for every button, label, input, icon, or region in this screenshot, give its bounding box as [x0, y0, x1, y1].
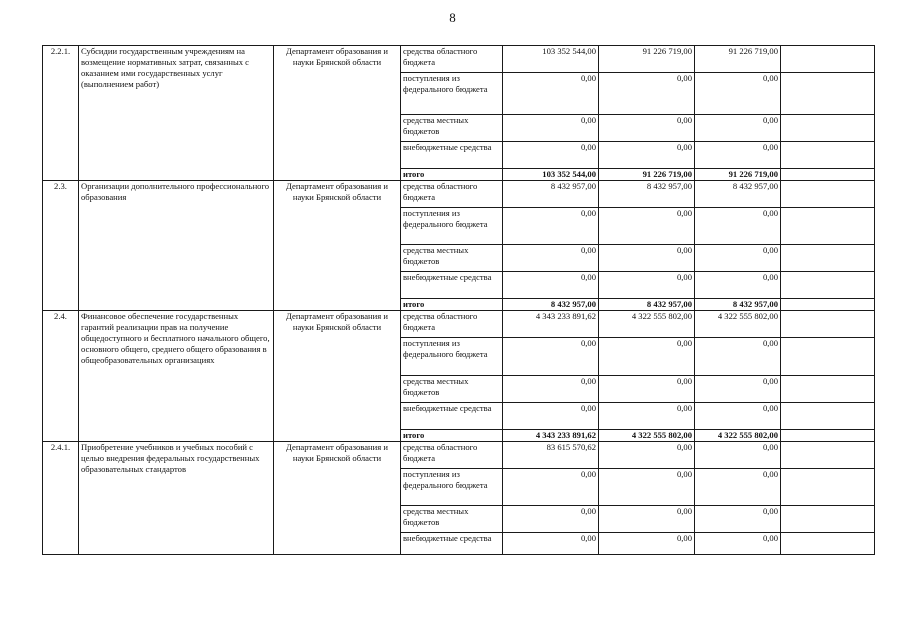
- item-name: Организации дополнительного профессионального образования: [79, 181, 274, 311]
- amount-cell: 0,00: [503, 245, 599, 272]
- empty-cell: [781, 73, 875, 115]
- amount-cell: 0,00: [503, 208, 599, 245]
- amount-cell: 0,00: [599, 338, 695, 376]
- table-row: [43, 46, 875, 73]
- amount-cell: 103 352 544,00: [503, 46, 599, 73]
- amount-cell: 91 226 719,00: [599, 46, 695, 73]
- amount-cell: 0,00: [599, 506, 695, 533]
- empty-cell: [781, 403, 875, 430]
- empty-cell: [781, 311, 875, 338]
- funding-source: средства местных бюджетов: [401, 115, 503, 142]
- funding-source: поступления из федерального бюджета: [401, 469, 503, 506]
- funding-source: поступления из федерального бюджета: [401, 208, 503, 245]
- amount-cell: 0,00: [599, 115, 695, 142]
- item-number: 2.2.1.: [43, 46, 79, 181]
- amount-cell: 8 432 957,00: [599, 181, 695, 208]
- amount-cell: 0,00: [695, 73, 781, 115]
- funding-source: средства областного бюджета: [401, 311, 503, 338]
- amount-cell: 8 432 957,00: [503, 299, 599, 311]
- amount-cell: 0,00: [503, 376, 599, 403]
- amount-cell: 0,00: [695, 469, 781, 506]
- amount-cell: 0,00: [599, 272, 695, 299]
- responsible-department: Департамент образования и науки Брянской области: [274, 442, 401, 555]
- amount-cell: 0,00: [599, 73, 695, 115]
- amount-cell: 4 322 555 802,00: [599, 430, 695, 442]
- funding-source: итого: [401, 299, 503, 311]
- funding-source: средства областного бюджета: [401, 442, 503, 469]
- funding-source: поступления из федерального бюджета: [401, 338, 503, 376]
- amount-cell: 0,00: [695, 403, 781, 430]
- empty-cell: [781, 169, 875, 181]
- amount-cell: 4 322 555 802,00: [695, 430, 781, 442]
- amount-cell: 0,00: [695, 115, 781, 142]
- empty-cell: [781, 115, 875, 142]
- responsible-department: Департамент образования и науки Брянской области: [274, 311, 401, 442]
- amount-cell: 0,00: [503, 142, 599, 169]
- empty-cell: [781, 430, 875, 442]
- amount-cell: 91 226 719,00: [695, 46, 781, 73]
- funding-source: внебюджетные средства: [401, 272, 503, 299]
- amount-cell: 0,00: [599, 376, 695, 403]
- empty-cell: [781, 245, 875, 272]
- item-name: Приобретение учебников и учебных пособий с целью внедрения федеральных государственных образовательных стандартов: [79, 442, 274, 555]
- amount-cell: 4 343 233 891,62: [503, 430, 599, 442]
- amount-cell: 0,00: [599, 442, 695, 469]
- amount-cell: 0,00: [503, 469, 599, 506]
- amount-cell: 0,00: [695, 376, 781, 403]
- funding-source: итого: [401, 430, 503, 442]
- empty-cell: [781, 533, 875, 555]
- amount-cell: 0,00: [695, 208, 781, 245]
- empty-cell: [781, 142, 875, 169]
- amount-cell: 8 432 957,00: [695, 299, 781, 311]
- amount-cell: 4 322 555 802,00: [599, 311, 695, 338]
- amount-cell: 0,00: [503, 272, 599, 299]
- empty-cell: [781, 299, 875, 311]
- item-number: 2.3.: [43, 181, 79, 311]
- empty-cell: [781, 376, 875, 403]
- empty-cell: [781, 208, 875, 245]
- amount-cell: 91 226 719,00: [695, 169, 781, 181]
- funding-source: средства местных бюджетов: [401, 245, 503, 272]
- amount-cell: 0,00: [503, 73, 599, 115]
- budget-table: [42, 45, 875, 555]
- amount-cell: 0,00: [599, 469, 695, 506]
- table-body: [43, 46, 875, 555]
- table-row: [43, 311, 875, 338]
- empty-cell: [781, 46, 875, 73]
- amount-cell: 0,00: [503, 115, 599, 142]
- funding-source: средства местных бюджетов: [401, 506, 503, 533]
- amount-cell: 4 343 233 891,62: [503, 311, 599, 338]
- amount-cell: 91 226 719,00: [599, 169, 695, 181]
- amount-cell: 0,00: [503, 506, 599, 533]
- empty-cell: [781, 442, 875, 469]
- amount-cell: 0,00: [599, 142, 695, 169]
- amount-cell: 0,00: [599, 403, 695, 430]
- amount-cell: 83 615 570,62: [503, 442, 599, 469]
- amount-cell: 0,00: [695, 142, 781, 169]
- amount-cell: 8 432 957,00: [599, 299, 695, 311]
- amount-cell: 8 432 957,00: [695, 181, 781, 208]
- empty-cell: [781, 338, 875, 376]
- amount-cell: 0,00: [503, 533, 599, 555]
- empty-cell: [781, 469, 875, 506]
- amount-cell: 0,00: [695, 272, 781, 299]
- funding-source: внебюджетные средства: [401, 403, 503, 430]
- amount-cell: 0,00: [695, 533, 781, 555]
- responsible-department: Департамент образования и науки Брянской области: [274, 46, 401, 181]
- item-number: 2.4.: [43, 311, 79, 442]
- amount-cell: 0,00: [599, 533, 695, 555]
- empty-cell: [781, 506, 875, 533]
- page-number: 8: [449, 10, 456, 25]
- funding-source: внебюджетные средства: [401, 533, 503, 555]
- table-row: [43, 181, 875, 208]
- amount-cell: 0,00: [695, 442, 781, 469]
- responsible-department: Департамент образования и науки Брянской области: [274, 181, 401, 311]
- amount-cell: 103 352 544,00: [503, 169, 599, 181]
- amount-cell: 0,00: [599, 245, 695, 272]
- funding-source: поступления из федерального бюджета: [401, 73, 503, 115]
- amount-cell: 0,00: [695, 245, 781, 272]
- amount-cell: 0,00: [695, 506, 781, 533]
- amount-cell: 4 322 555 802,00: [695, 311, 781, 338]
- amount-cell: 0,00: [695, 338, 781, 376]
- funding-source: средства областного бюджета: [401, 46, 503, 73]
- amount-cell: 8 432 957,00: [503, 181, 599, 208]
- item-name: Финансовое обеспечение государственных гарантий реализации прав на получение общедоступного и бесплатного начального общего, основного общего, среднего общего образования в общеобразовательных организациях: [79, 311, 274, 442]
- amount-cell: 0,00: [503, 338, 599, 376]
- empty-cell: [781, 181, 875, 208]
- funding-source: итого: [401, 169, 503, 181]
- funding-source: средства областного бюджета: [401, 181, 503, 208]
- table-row: [43, 442, 875, 469]
- funding-source: средства местных бюджетов: [401, 376, 503, 403]
- amount-cell: 0,00: [503, 403, 599, 430]
- item-number: 2.4.1.: [43, 442, 79, 555]
- item-name: Субсидии государственным учреждениям на возмещение нормативных затрат, связанных с оказанием ими государственных услуг (выполнением работ): [79, 46, 274, 181]
- amount-cell: 0,00: [599, 208, 695, 245]
- funding-source: внебюджетные средства: [401, 142, 503, 169]
- empty-cell: [781, 272, 875, 299]
